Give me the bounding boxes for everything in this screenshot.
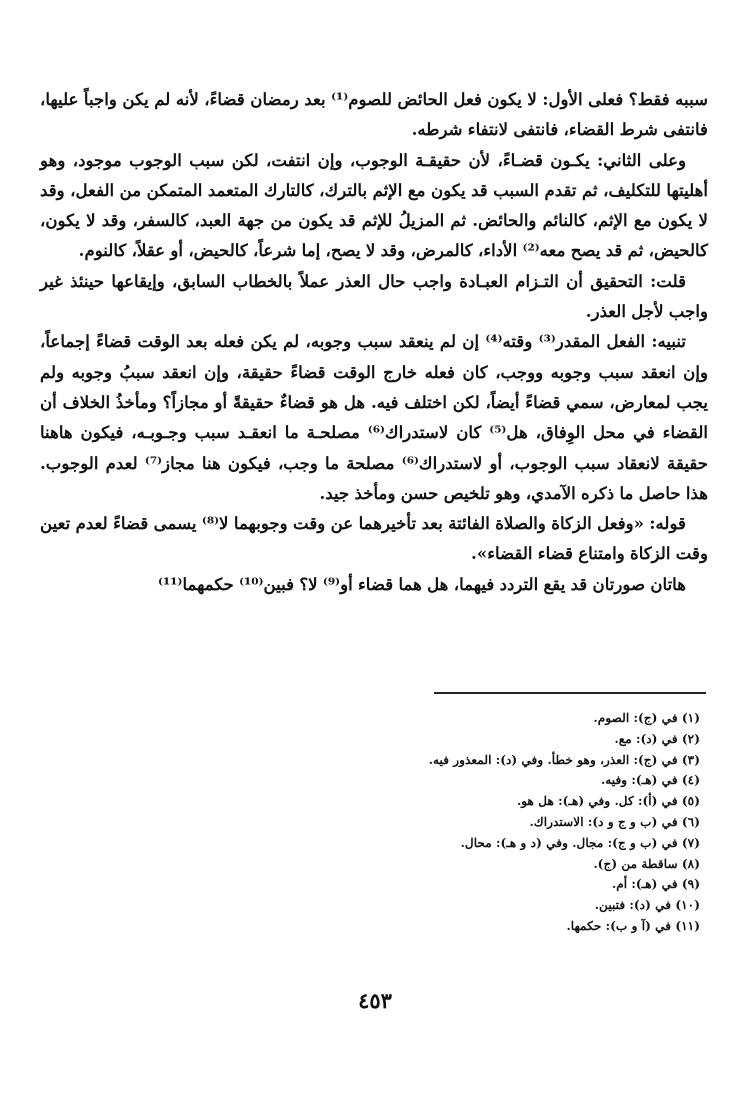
- paragraph: قلت: التحقيق أن التـزام العبـادة واجب حال العذر عملاً بالخطاب السابق، وإيقاعها حينئذ غير واجب لأجل العذر.: [40, 270, 708, 322]
- paragraph: سببه فقط؟ فعلى الأول: لا يكون فعل الحائض للصوم⁽¹⁾ بعد رمضان قضاءً، لأنه لم يكن واجباً عليها، فانتفى شرط القضاء، فانتفى لانتفاء شرطه.: [40, 89, 708, 140]
- main-text: [40, 84, 708, 599]
- footnotes: [60, 708, 700, 937]
- footnote: (٨) ساقطة من (ج).: [593, 856, 700, 871]
- footnote: (٣) في (ج): العذر، وهو خطأ. وفي (د): المعذور فيه.: [428, 752, 700, 767]
- page-number: ٤٥٣: [358, 988, 392, 1013]
- footnote-separator: [434, 692, 706, 694]
- paragraph: وعلى الثاني: يكـون قضـاءً، لأن حقيقـة الوجوب، وإن انتفت، لكن سبب الوجوب موجود، وهو أهليتها للتكليف، ثم تقدم السبب قد يكون مع الإثم بالترك، كالتارك المتعمد المتمكن من الفعل، وقد لا يكون مع الإثم، كالنائم والحائض. ثم المزيلُ للإثم قد يكون من جهة العبد، كالسفر، وقد لا يكون، كالحيض، ثم قد يصح معه⁽²⁾ الأداء، كالمرض، وقد لا يصح، إما شرعاً، كالحيض، أو عقلاً، كالنوم.: [40, 149, 708, 261]
- footnote: (٩) في (هـ): أم.: [611, 877, 700, 892]
- paragraph: قوله: «وفعل الزكاة والصلاة الفائتة بعد تأخيرهما عن وقت وجوبهما لا⁽⁸⁾ يسمى قضاءً لعدم تعين وقت الزكاة وامتناع قضاء القضاء».: [40, 513, 708, 564]
- paragraph: هاتان صورتان قد يقع التردد فيهما، هل هما قضاء أو⁽⁹⁾ لا؟ فبين⁽¹⁰⁾ حكمهما⁽¹¹⁾: [158, 573, 686, 594]
- footnote: (٢) في (د): مع.: [614, 731, 700, 746]
- footnote: (٧) في (ب و ج): مجال. وفي (د و هـ): محال.: [460, 835, 700, 850]
- paragraph: تنبيه: الفعل المقدر⁽³⁾ وقته⁽⁴⁾ إن لم ينعقد سبب وجوبه، لم يكن فعله بعد الوقت قضاءً إجماعاً، وإن انعقد سبب وجوبه ووجب، كان فعله خارج الوقت قضاءً حقيقة، وإن انعقد سببُ وجوبه ولم يجب لمعارض، سمي قضاءً أيضاً، لكن اختلف فيه. هل هو قضاءٌ حقيقةً أو مجازاً؟ ومأخذُ الخلاف أن القضاء في محل الوِفاق، هل⁽⁵⁾ كان لاستدراك⁽⁶⁾ مصلحـة ما انعقـد سبب وجـوبـه، فيكون هاهنا حقيقة لانعقاد سبب الوجوب، أو لاستدراك⁽⁶⁾ مصلحة ما وجب، فيكون هنا مجاز⁽⁷⁾ لعدم الوجوب. هذا حاصل ما ذكره الآمدي، وهو تلخيص حسن ومأخذ جيد.: [40, 331, 708, 503]
- footnote: (١٠) في (د): فتبين.: [594, 898, 700, 913]
- footnote: (٦) في (ب و ج و د): الاستدراك.: [529, 814, 700, 829]
- footnote: (٥) في (أ): كل. وفي (هـ): هل هو.: [517, 794, 700, 809]
- footnote: (١) في (ج): الصوم.: [593, 711, 700, 725]
- footnote: (١١) في (آ و ب): حكمها.: [566, 918, 700, 933]
- footnote: (٤) في (هـ): وفيه.: [600, 773, 700, 788]
